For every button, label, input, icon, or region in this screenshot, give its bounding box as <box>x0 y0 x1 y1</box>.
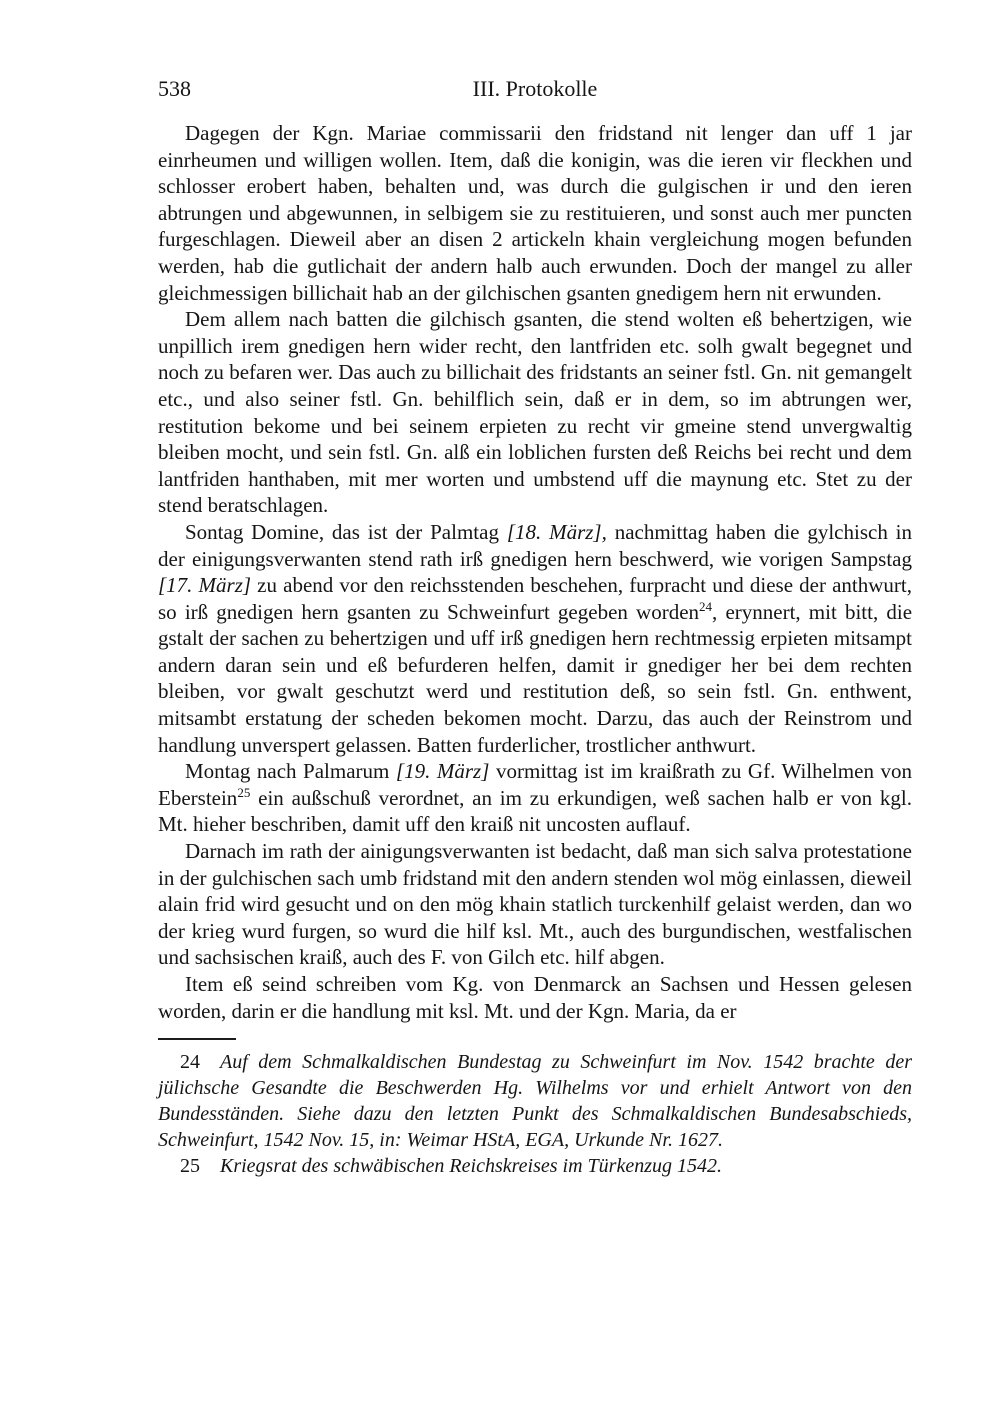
paragraph <box>158 838 912 971</box>
italic-run: Kriegsrat des schwäbischen Reichskreises im Türkenzug 1542. <box>220 1155 722 1178</box>
text-run: zu abend vor den reichsstenden beschehen, furpracht und diese der anthwurt, so irß gnedigen hern gsanten zu Schweinfurt gegeben worden <box>158 573 912 624</box>
italic-run: [17. März] <box>158 573 252 598</box>
paragraph <box>158 306 912 519</box>
text-run: Darnach im rath der ainigungsverwanten ist bedacht, daß man sich salva protestatione in der gulchischen sach umb fridstand mit den andern stenden wol mög einlassen, dieweil alain frid wird gesucht und on den mög khain statlich turckenhilf gelaist werden, dan wo der krieg wurd furgen, so wurd die hilf ksl. Mt., auch des burgundischen, westfalischen und sachsischen kraiß, auch des F. von Gilch etc. hilf abgen. <box>158 839 912 970</box>
paragraph <box>158 120 912 306</box>
footnote-ref: 25 <box>237 784 251 800</box>
footnote <box>158 1153 912 1179</box>
paragraph <box>158 758 912 838</box>
text-run: Montag nach Palmarum <box>185 759 396 784</box>
footnote-marker: 24 <box>180 1051 200 1074</box>
footnote <box>158 1049 912 1153</box>
text-run: vormittag ist im kraißrath zu Gf. Wilhelmen von Eberstein <box>158 759 912 810</box>
text-run: Dem allem nach batten die gilchisch gsanten, die stend wolten eß behertzigen, wie unpillich irem gnedigen hern wider recht, den lantfriden etc. solh gwalt begegnet und noch zu befaren wer. Das auch zu billichait des fridstants an seiner fstl. Gn. nit gemangelt etc., und also seiner fstl. Gn. behilflich sein, daß er in dem, so im abtrungen wer, restitution bekome und bei seinem erpieten zu recht vir gmeine stend unvergwaltig bleiben mocht, und sein fstl. Gn. alß ein loblichen fursten deß Reichs bei recht und dem lantfriden hanthaben, mit mer worten und umbstend uff die maynung etc. Stet zu der stend beratschlagen. <box>158 307 912 518</box>
footnote-ref: 24 <box>699 598 713 614</box>
footnote-separator-rule <box>158 1038 236 1040</box>
text-run: ein außschuß verordnet, an im zu erkundigen, weß sachen halb er von kgl. Mt. hieher beschriben, damit uff den kraiß nit uncosten auflauf. <box>158 785 912 837</box>
text-run: Item eß seind schreiben vom Kg. von Denmarck an Sachsen und Hessen gelesen worden, darin er die handlung mit ksl. Mt. und der Kgn. Maria, da er <box>158 972 912 1023</box>
text-run: Dagegen der Kgn. Mariae commissarii den fridstand nit lenger dan uff 1 jar einrheumen und willigen wollen. Item, daß die konigin, was die ieren vir fleckhen und schlosser erobert haben, behalten und, was durch die gulgischen ir und den ieren abtrungen und abgewunnen, in selbigem sie zu restituieren, und sonst auch mer puncten furgeschlagen. Dieweil aber an disen 2 artickeln khain vergleichung mogen befunden werden, hab die gutlichait der andern halb auch erwunden. Doch der mangel zu aller gleichmessigen billichait hab an der gilchischen gsanten gnedigem hern nit erwunden. <box>158 121 912 305</box>
page-header <box>158 76 912 106</box>
paragraph <box>158 971 912 1024</box>
text-run: nachmittag haben die gylchisch in der einigungsverwanten stend rath irß gnedigen hern beschwerd, wie vorigen Sampstag <box>158 519 912 571</box>
page-number: 538 <box>158 76 191 101</box>
running-head: III. Protokolle <box>472 76 598 101</box>
italic-run: Auf dem Schmalkaldischen Bundestag zu Schweinfurt im Nov. 1542 brachte der jülichsche Gesandte die Beschwerden Hg. Wilhelms vor und erhielt Antwort von den Bundesständen. Siehe dazu den letzten Punkt des Schmalkaldischen Bundesabschieds, Schweinfurt, 1542 Nov. 15, in: Weimar HStA, EGA, Urkunde Nr. 1627. <box>158 1051 912 1152</box>
footnotes-list <box>158 1049 912 1179</box>
text-run: , erynnert, mit bitt, die gstalt der sachen zu behertzigen und uff irß gnedigen hern rechtmessig erpieten mitsampt andern daran sein und eß befurderen helfen, damit ir gnediger her bei dem rechten bleiben, vor gwalt geschutzt werd und restitution deß, so sein fstl. Gn. enthwent, mitsambt erstatung der scheden bekomen mocht. Darzu, das auch der Reinstrom und handlung unverspert gelassen. Batten furderlicher, trostlicher anthwurt. <box>158 599 913 757</box>
footnote-marker: 25 <box>180 1155 200 1178</box>
paragraph <box>158 519 912 758</box>
text-run: Sontag Domine, das ist der Palmtag <box>185 519 507 544</box>
italic-run: [19. März] <box>395 759 490 784</box>
body-text <box>158 120 912 1024</box>
italic-run: [18. März], <box>506 519 607 544</box>
footnotes-section <box>158 1038 912 1179</box>
